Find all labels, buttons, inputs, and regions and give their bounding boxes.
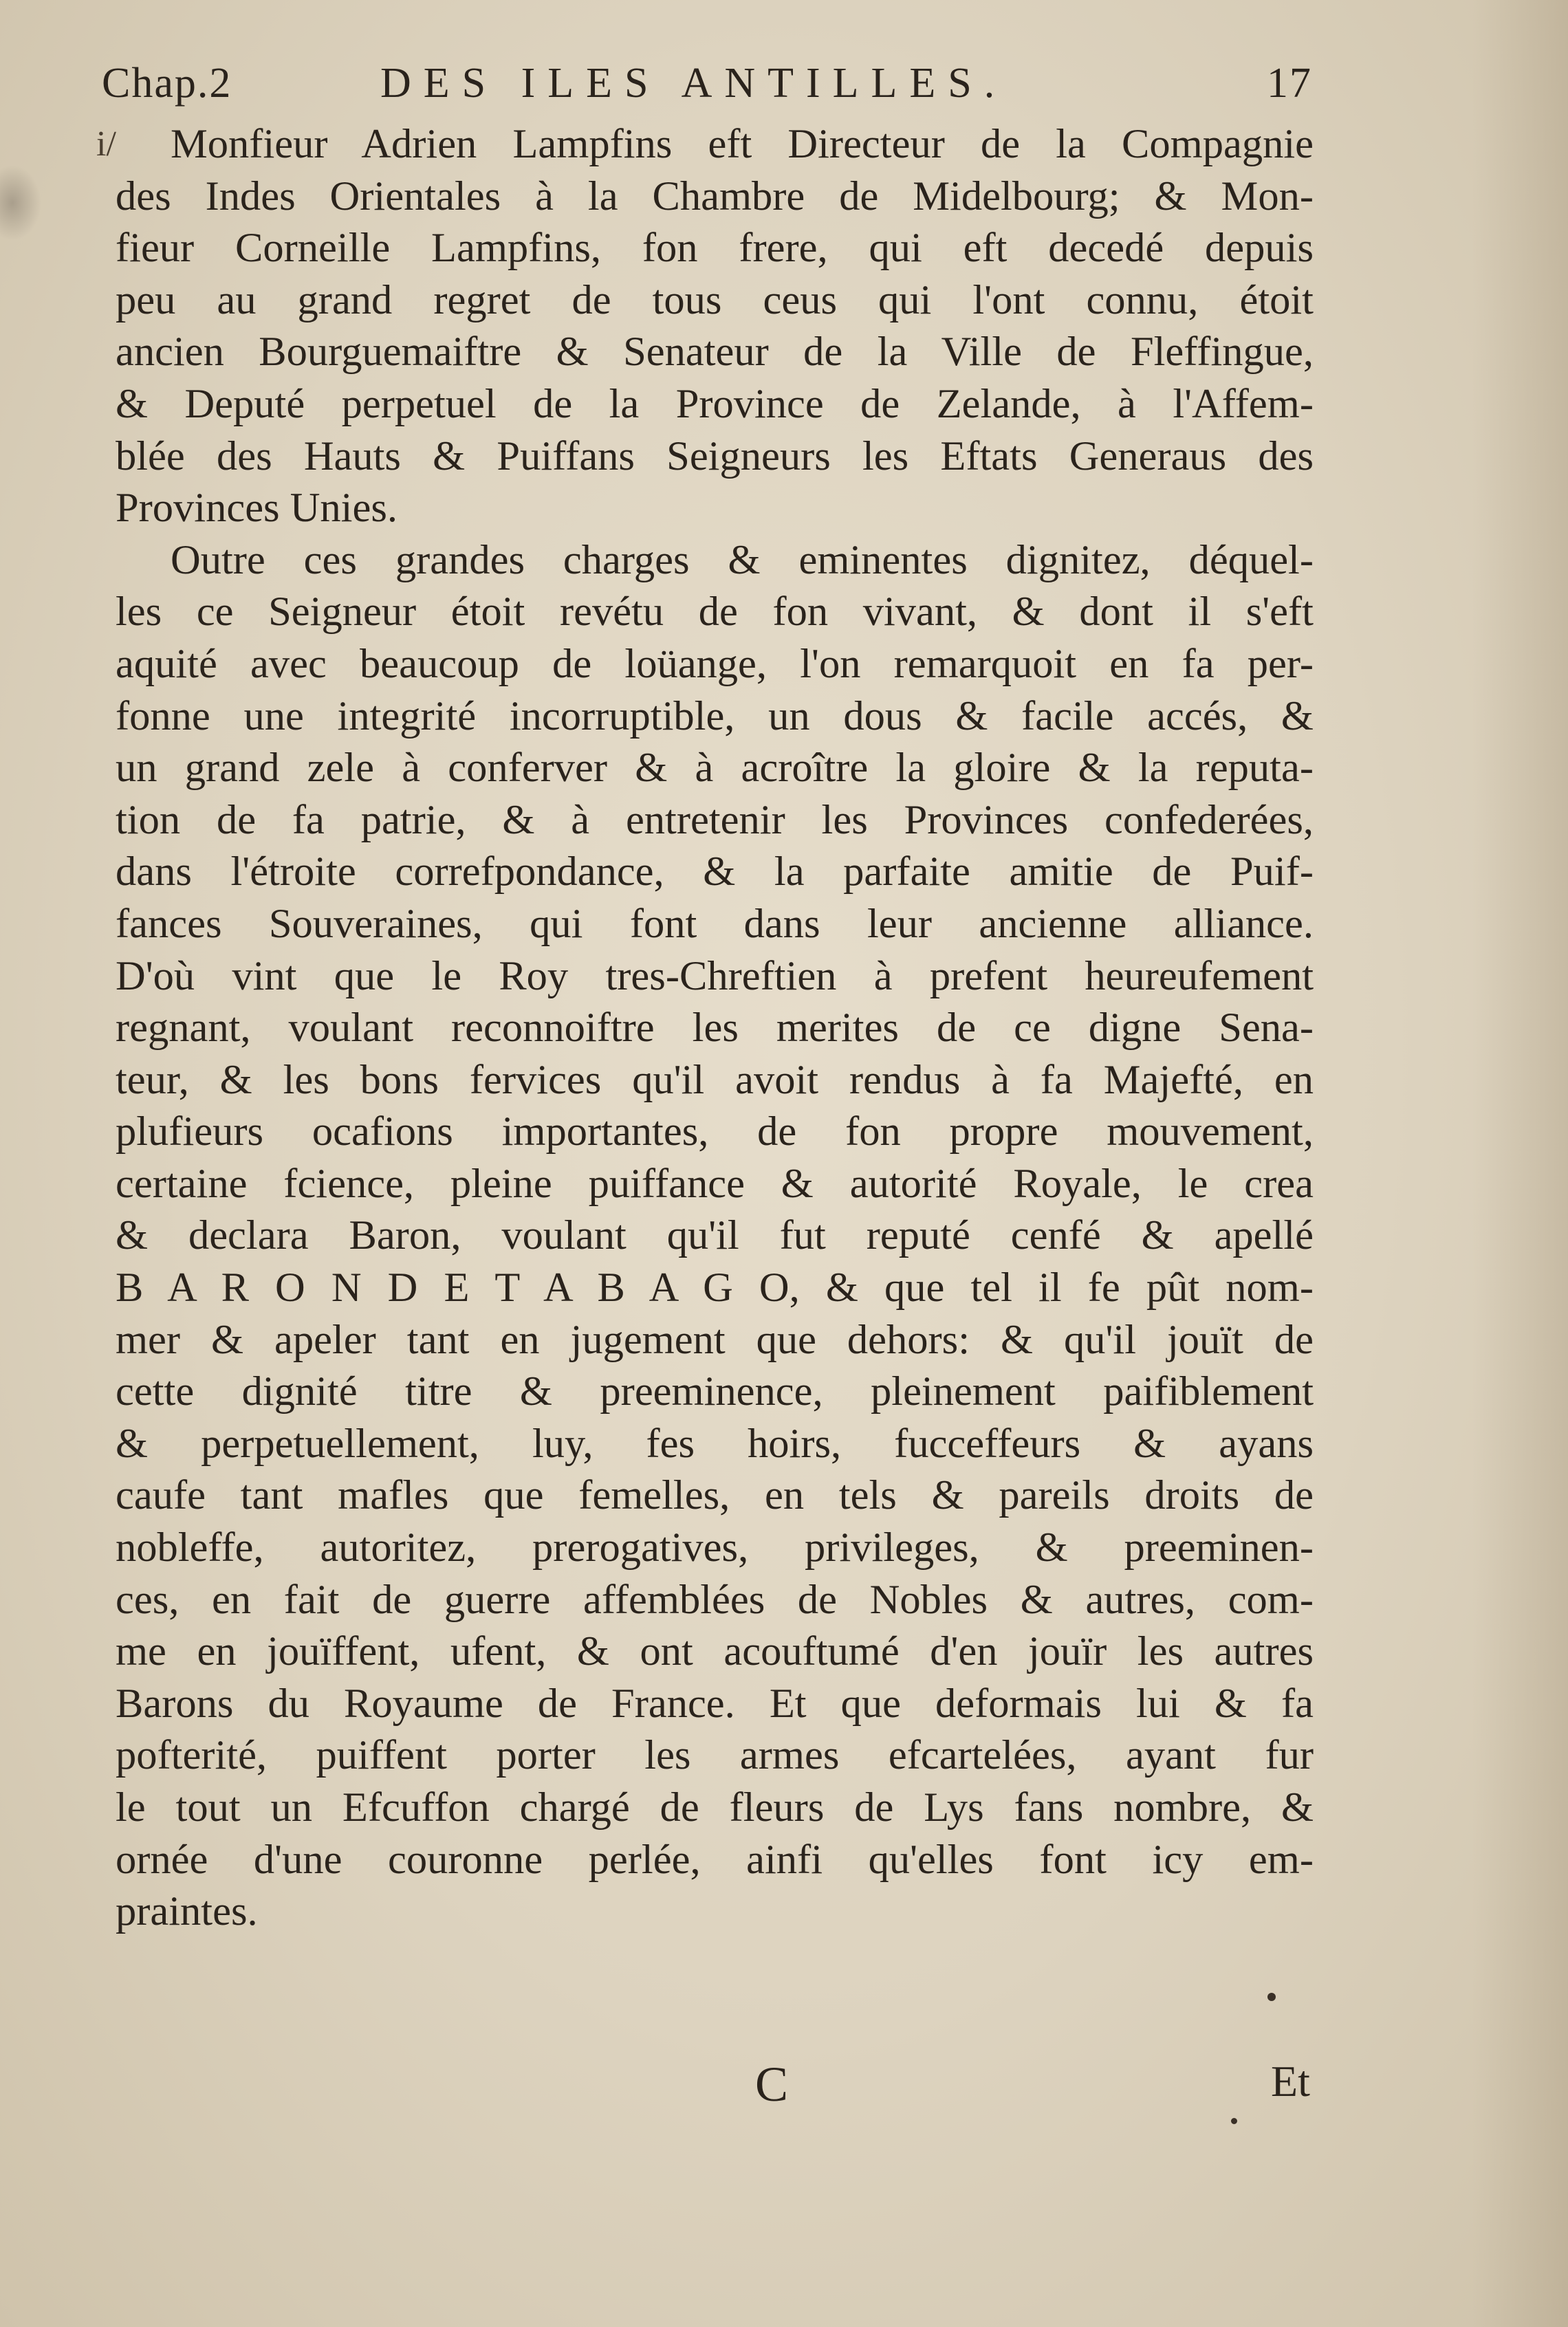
text-line: praintes. bbox=[116, 1888, 258, 1935]
running-head bbox=[102, 45, 1312, 121]
page-number: 17 bbox=[1267, 60, 1312, 107]
text-line: pofterité, puiffent porter les armes efcartelées, ayant fur bbox=[116, 1732, 1314, 1779]
text-line: teur, & les bons fervices qu'il avoit rendus à fa Majefté, en bbox=[116, 1056, 1314, 1103]
text-line: un grand zele à conferver & à acroître la gloire & la reputa- bbox=[116, 745, 1314, 791]
text-line: Barons du Royaume de France. Et que deformais lui & fa bbox=[116, 1680, 1314, 1727]
text-line: cette dignité titre & preeminence, pleinement paifiblement bbox=[116, 1368, 1314, 1415]
text-line: plufieurs ocafions importantes, de fon propre mouvement, bbox=[116, 1108, 1314, 1155]
text-line: Monfieur Adrien Lampfins eft Directeur de la Compagnie bbox=[171, 121, 1314, 167]
text-line: des Indes Orientales à la Chambre de Midelbourg; & Mon- bbox=[116, 173, 1314, 219]
text-line: tion de fa patrie, & à entretenir les Provinces confederées, bbox=[116, 796, 1314, 843]
text-line: Provinces Unies. bbox=[116, 485, 398, 532]
text-line: fonne une integrité incorruptible, un dous & facile accés, & bbox=[116, 692, 1314, 739]
text-line: aquité avec beaucoup de loüange, l'on remarquoit en fa per- bbox=[116, 640, 1314, 687]
text-line: & declara Baron, voulant qu'il fut reputé cenfé & apellé bbox=[116, 1212, 1314, 1259]
text-line: les ce Seigneur étoit revétu de fon vivant, & dont il s'eft bbox=[116, 589, 1314, 635]
text-line: D'où vint que le Roy tres-Chreftien à prefent heureufement bbox=[116, 952, 1314, 999]
text-line: Outre ces grandes charges & eminentes dignitez, déquel- bbox=[171, 536, 1314, 583]
text-line: me en jouïffent, ufent, & ont acouftumé d'en jouïr les autres bbox=[116, 1628, 1314, 1675]
book-title: DES ILES ANTILLES. bbox=[380, 60, 1008, 107]
text-line: fieur Corneille Lampfins, fon frere, qui eft decedé depuis bbox=[116, 225, 1314, 272]
text-line: le tout un Efcuffon chargé de fleurs de Lys fans nombre, & bbox=[116, 1784, 1314, 1831]
text-line: certaine fcience, pleine puiffance & autorité Royale, le crea bbox=[116, 1160, 1314, 1207]
text-line: ces, en fait de guerre affemblées de Nobles & autres, com- bbox=[116, 1576, 1314, 1623]
text-line: caufe tant mafles que femelles, en tels & pareils droits de bbox=[116, 1472, 1314, 1519]
signature-mark: C bbox=[755, 2057, 789, 2112]
text-line: ornée d'une couronne perlée, ainfi qu'elles font icy em- bbox=[116, 1836, 1314, 1883]
text-line: mer & apeler tant en jugement que dehors: & qu'il jouït de bbox=[116, 1316, 1314, 1363]
text-line: & Deputé perpetuel de la Province de Zelande, à l'Affem- bbox=[116, 380, 1314, 427]
text-line: dans l'étroite correfpondance, & la parfaite amitie de Puif- bbox=[116, 849, 1314, 895]
text-line: peu au grand regret de tous ceus qui l'ont connu, étoit bbox=[116, 276, 1314, 323]
text-line: fances Souveraines, qui font dans leur ancienne alliance. bbox=[116, 900, 1314, 947]
text-line: & perpetuellement, luy, fes hoirs, fucceffeurs & ayans bbox=[116, 1420, 1314, 1467]
text-line: B A R O N D E T A B A G O, & que tel il fe pût nom- bbox=[116, 1265, 1314, 1311]
catchword: Et bbox=[1271, 2057, 1310, 2106]
text-line: blée des Hauts & Puiffans Seigneurs les Eftats Generaus des bbox=[116, 433, 1314, 479]
paragraph-1 bbox=[116, 118, 1314, 534]
page-smudge bbox=[0, 165, 41, 241]
text-line: nobleffe, autoritez, prerogatives, privileges, & preeminen- bbox=[116, 1525, 1314, 1571]
chapter-label: Chap.2 bbox=[102, 60, 232, 107]
body-text bbox=[116, 118, 1314, 1938]
paragraph-2 bbox=[116, 534, 1314, 1938]
ink-speck bbox=[1231, 2118, 1237, 2124]
ink-speck bbox=[1267, 1993, 1276, 2001]
text-line: ancien Bourguemaiftre & Senateur de la Ville de Fleffingue, bbox=[116, 329, 1314, 375]
text-line: regnant, voulant reconnoiftre les merites de ce digne Sena- bbox=[116, 1005, 1314, 1051]
margin-mark: i/ bbox=[96, 124, 116, 164]
